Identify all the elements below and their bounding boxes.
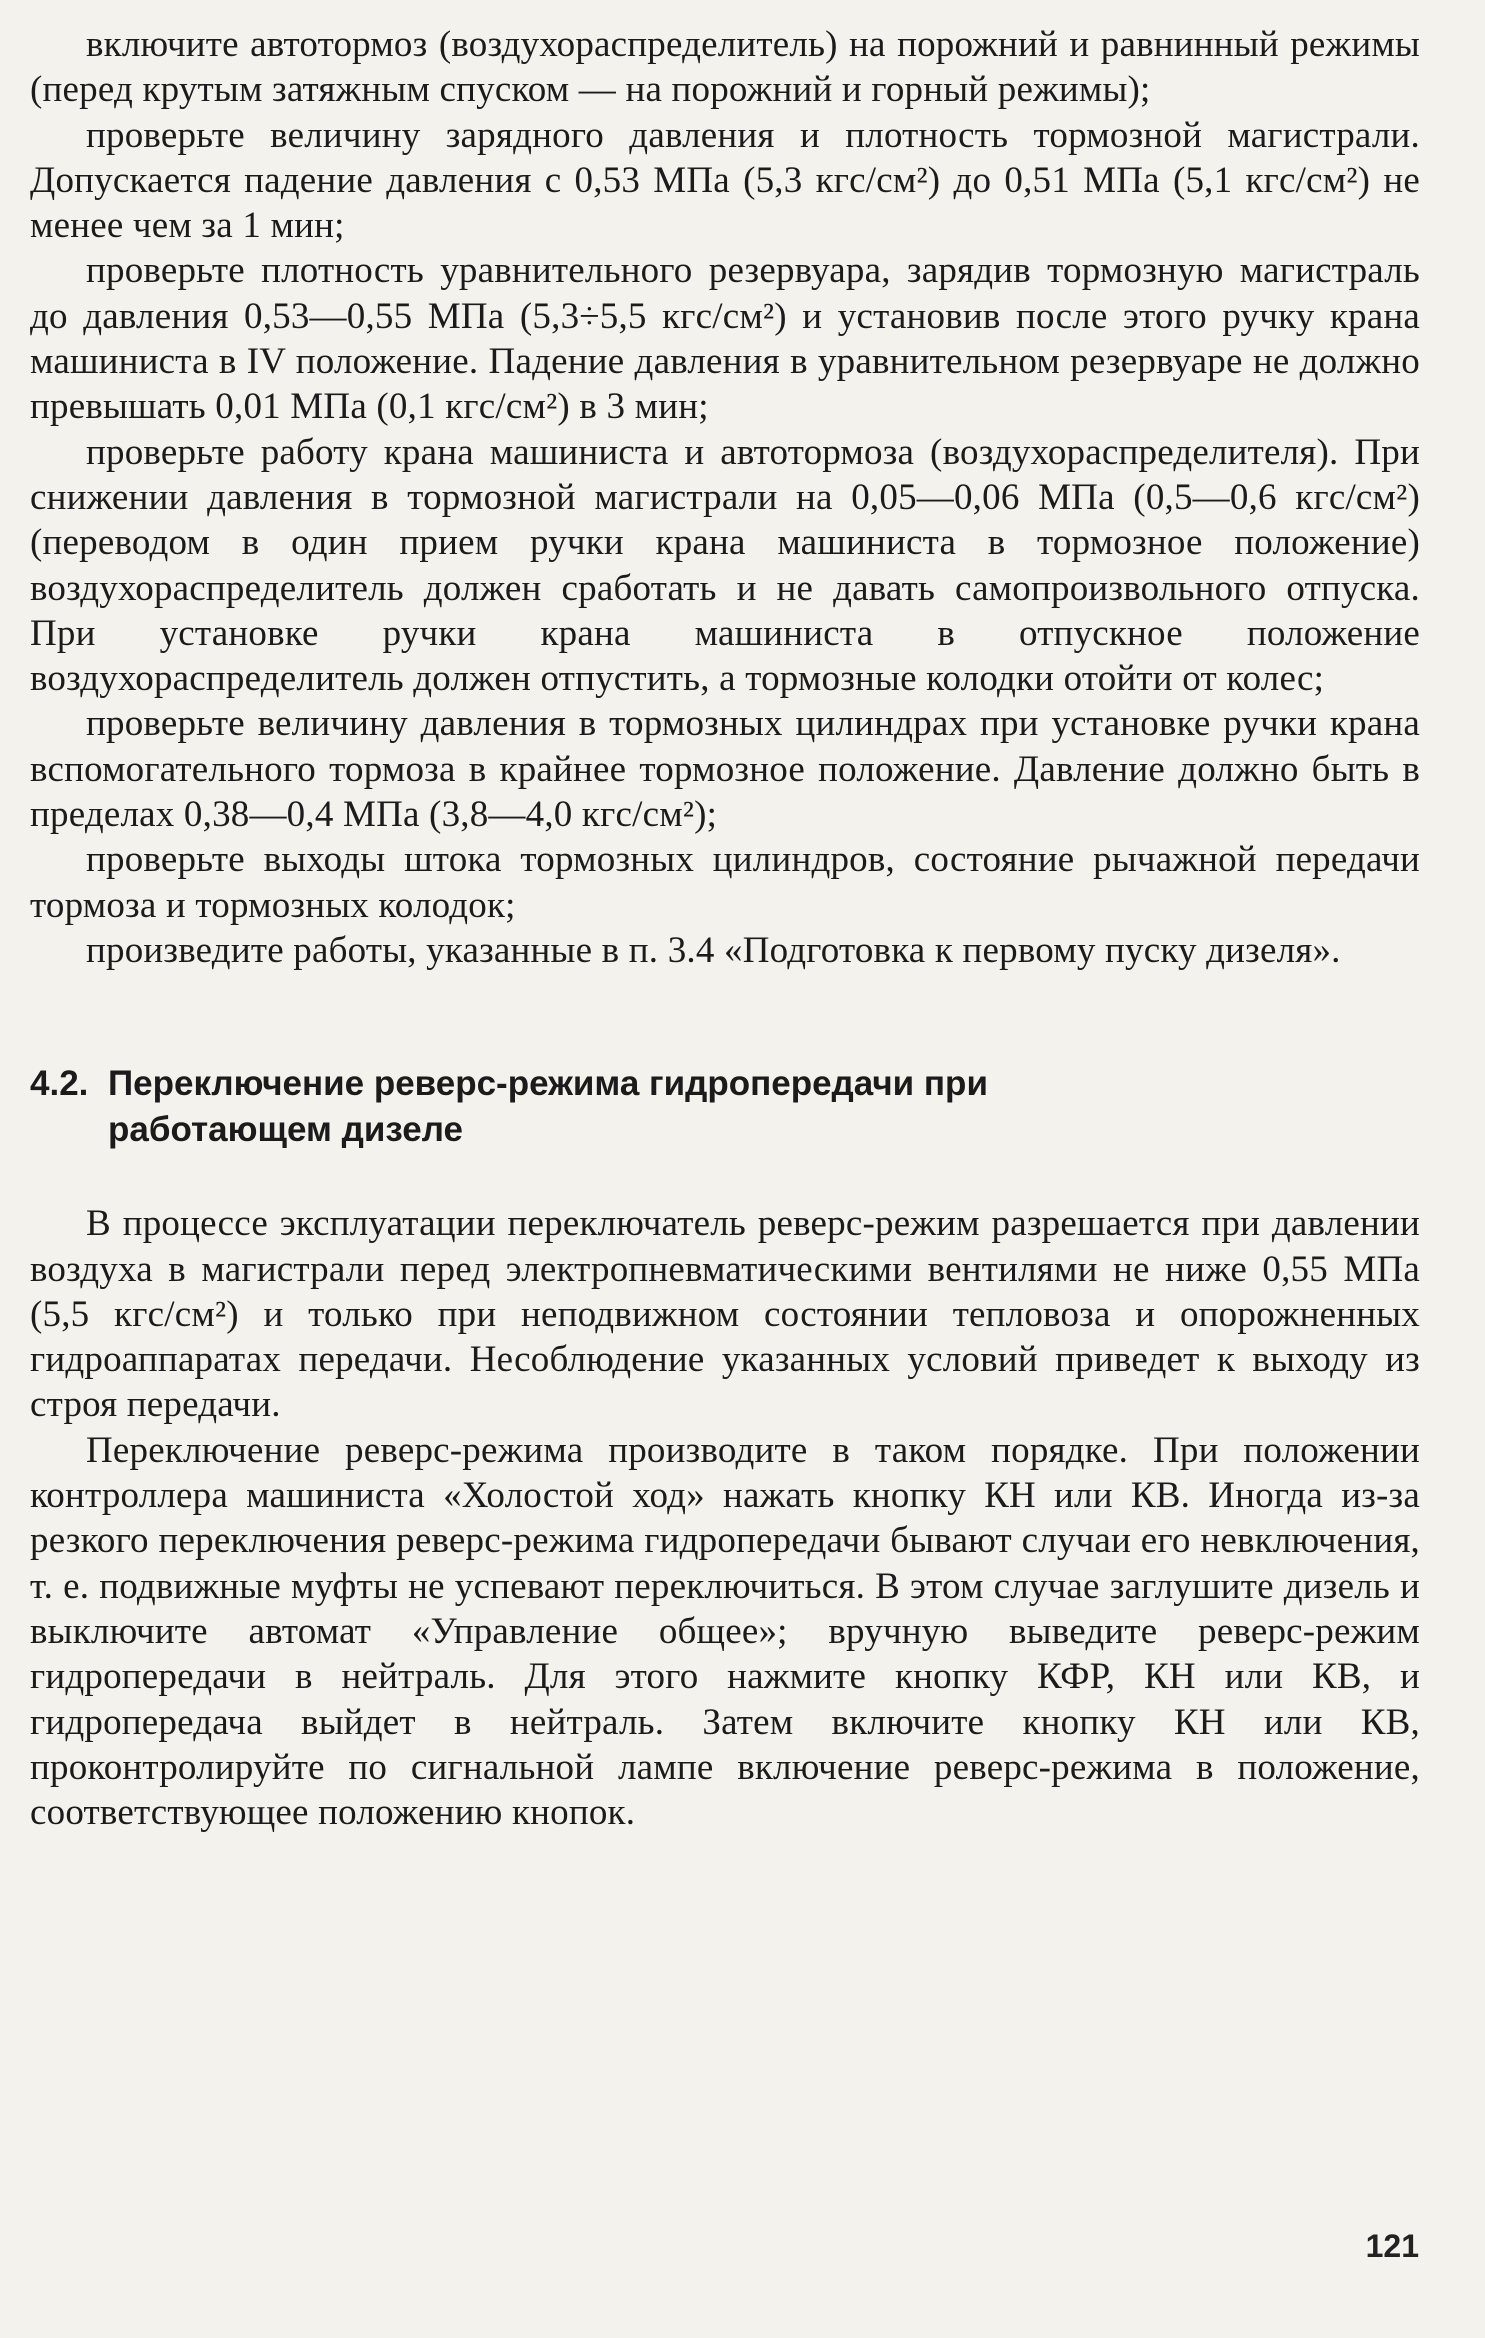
paragraph: проверьте работу крана машиниста и автотормоза (воздухораспределителя). При снижении давления в тормозной магистрали на 0,05—0,06 МПа (0,5—0,6 кгс/см²) (переводом в один прием ручки крана машиниста в тормозное положение) воздухораспределитель должен сработать и не давать самопроизвольного отпуска. При установке ручки крана машиниста в отпускное положение воздухораспределитель должен отпустить, а тормозные колодки отойти от колес; <box>30 431 1420 700</box>
paragraph: проверьте плотность уравнительного резервуара, зарядив тормозную магистраль до давления 0,53—0,55 МПа (5,3÷5,5 кгс/см²) и установив после этого ручку крана машиниста в IV положение. Падение давления в уравнительном резервуаре не должно превышать 0,01 МПа (0,1 кгс/см²) в 3 мин; <box>30 250 1420 428</box>
paragraph: Переключение реверс-режима производите в таком порядке. При положении контроллера машиниста «Холостой ход» нажать кнопку КН или КВ. Иногда из-за резкого переключения реверс-режима гидропередачи бывают случаи его невключения, т. е. подвижные муфты не успевают переключиться. В этом случае заглушите дизель и выключите автомат «Управление общее»; вручную выведите реверс-режим гидропередачи в нейтраль. Для этого нажмите кнопку КФР, КН или КВ, и гидропередача выйдет в нейтраль. Затем включите кнопку КН или КВ, проконтролируйте по сигнальной лампе включение реверс-режима в положение, соответствующее положению кнопок. <box>30 1429 1420 1834</box>
paragraph: включите автотормоз (воздухораспределитель) на порожний и равнинный режимы (перед крутым затяжным спуском — на порожний и горный режимы); <box>30 24 1420 111</box>
paragraph: проверьте выходы штока тормозных цилиндров, состояние рычажной передачи тормоза и тормозных колодок; <box>30 839 1420 926</box>
paragraph: В процессе эксплуатации переключатель реверс-режим разрешается при давлении воздуха в магистрали перед электропневматическими вентилями не ниже 0,55 МПа (5,5 кгс/см²) и только при неподвижном состоянии тепловоза и опорожненных гидроаппаратах передачи. Несоблюдение указанных условий приведет к выходу из строя передачи. <box>30 1203 1420 1426</box>
section-title: Переключение реверс-режима гидропередачи при работающем дизеле <box>108 1064 988 1150</box>
section-number: 4.2. <box>30 1064 89 1104</box>
paragraphs-bottom <box>30 1201 1420 1835</box>
paragraph: проверьте величину зарядного давления и плотность тормозной магистрали. Допускается падение давления с 0,53 МПа (5,3 кгс/см²) до 0,51 МПа (5,1 кгс/см²) не менее чем за 1 мин; <box>30 114 1420 247</box>
page-number: 121 <box>1365 2228 1419 2264</box>
paragraph: проверьте величину давления в тормозных цилиндрах при установке ручки крана вспомогательного тормоза в крайнее тормозное положение. Давление должно быть в пределах 0,38—0,4 МПа (3,8—4,0 кгс/см²); <box>30 703 1420 836</box>
paragraphs-top <box>30 22 1420 973</box>
document-page <box>30 22 1420 1835</box>
paragraph: произведите работы, указанные в п. 3.4 «Подготовка к первому пуску дизеля». <box>86 929 1341 971</box>
section-heading <box>30 1061 1420 1153</box>
